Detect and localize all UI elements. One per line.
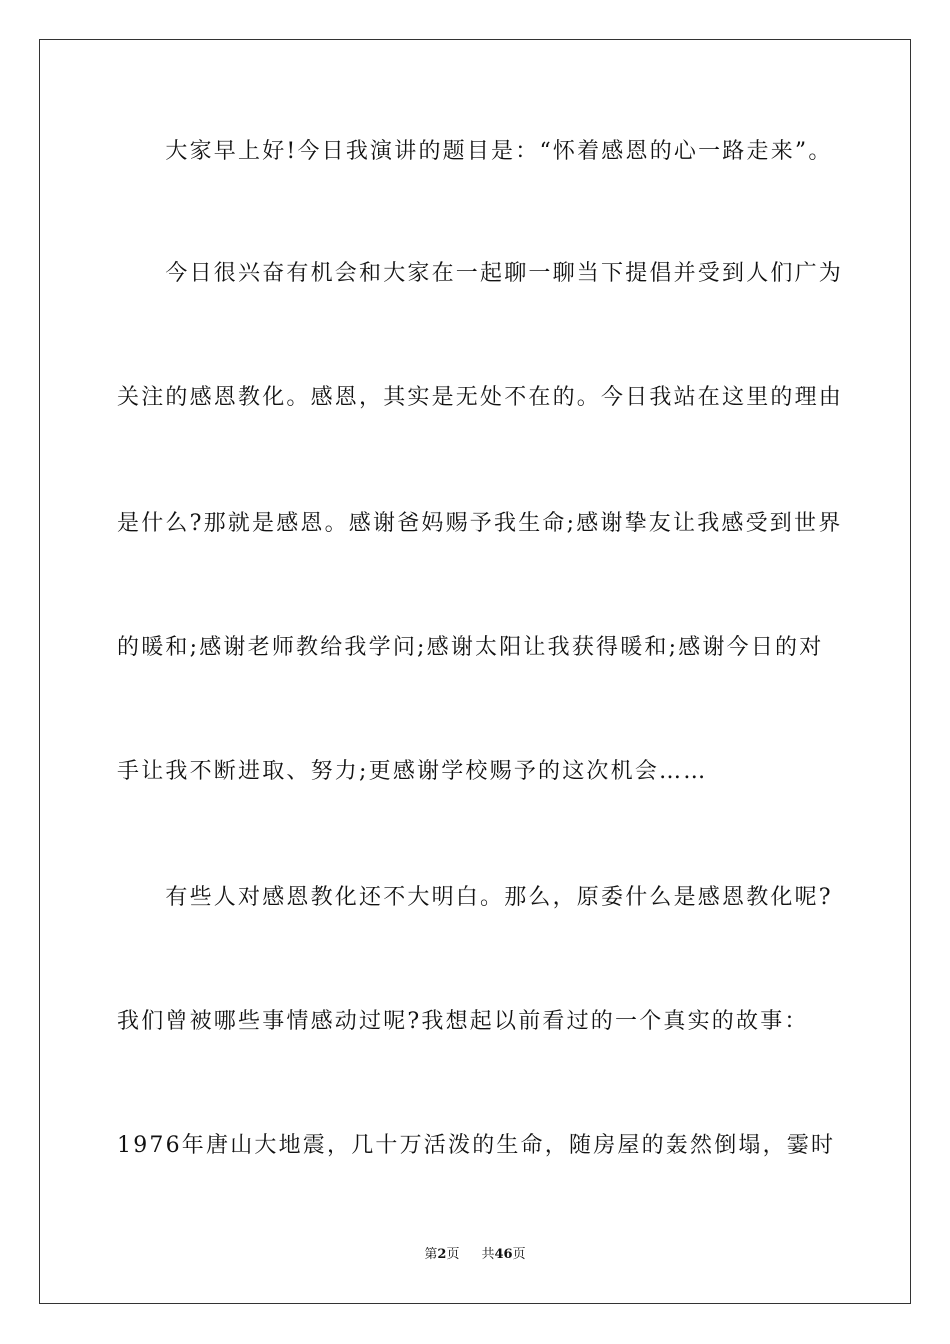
paragraph-line-4: 是什么?那就是感恩。感谢爸妈赐予我生命;感谢挚友让我感受到世界 [117,511,843,536]
paragraph-line-6: 手让我不断进取、努力;更感谢学校赐予的这次机会…… [117,759,708,784]
footer-page-number: 2 [437,1247,447,1262]
paragraph-line-8: 我们曾被哪些事情感动过呢?我想起以前看过的一个真实的故事： [117,1009,809,1034]
footer-total-prefix: 共 [481,1247,495,1262]
paragraph-line-2: 今日很兴奋有机会和大家在一起聊一聊当下提倡并受到人们广为 [117,261,844,286]
paragraph-line-7: 有些人对感恩教化还不大明白。那么，原委什么是感恩教化呢? [117,885,833,910]
footer-page-suffix: 页 [446,1247,460,1262]
footer-page-prefix: 第 [424,1247,438,1262]
footer-total-pages: 46 [494,1247,513,1262]
page-border [39,39,911,1304]
footer-total-suffix: 页 [512,1247,526,1262]
page-footer [0,1246,950,1264]
paragraph-line-5: 的暖和;感谢老师教给我学问;感谢太阳让我获得暖和;感谢今日的对 [117,635,824,660]
paragraph-line-1: 大家早上好!今日我演讲的题目是：“怀着感恩的心一路走来”。 [117,139,833,164]
paragraph-line-9: 1976年唐山大地震，几十万活泼的生命，随房屋的轰然倒塌，霎时 [117,1133,836,1158]
paragraph-line-3: 关注的感恩教化。感恩，其实是无处不在的。今日我站在这里的理由 [117,385,844,410]
